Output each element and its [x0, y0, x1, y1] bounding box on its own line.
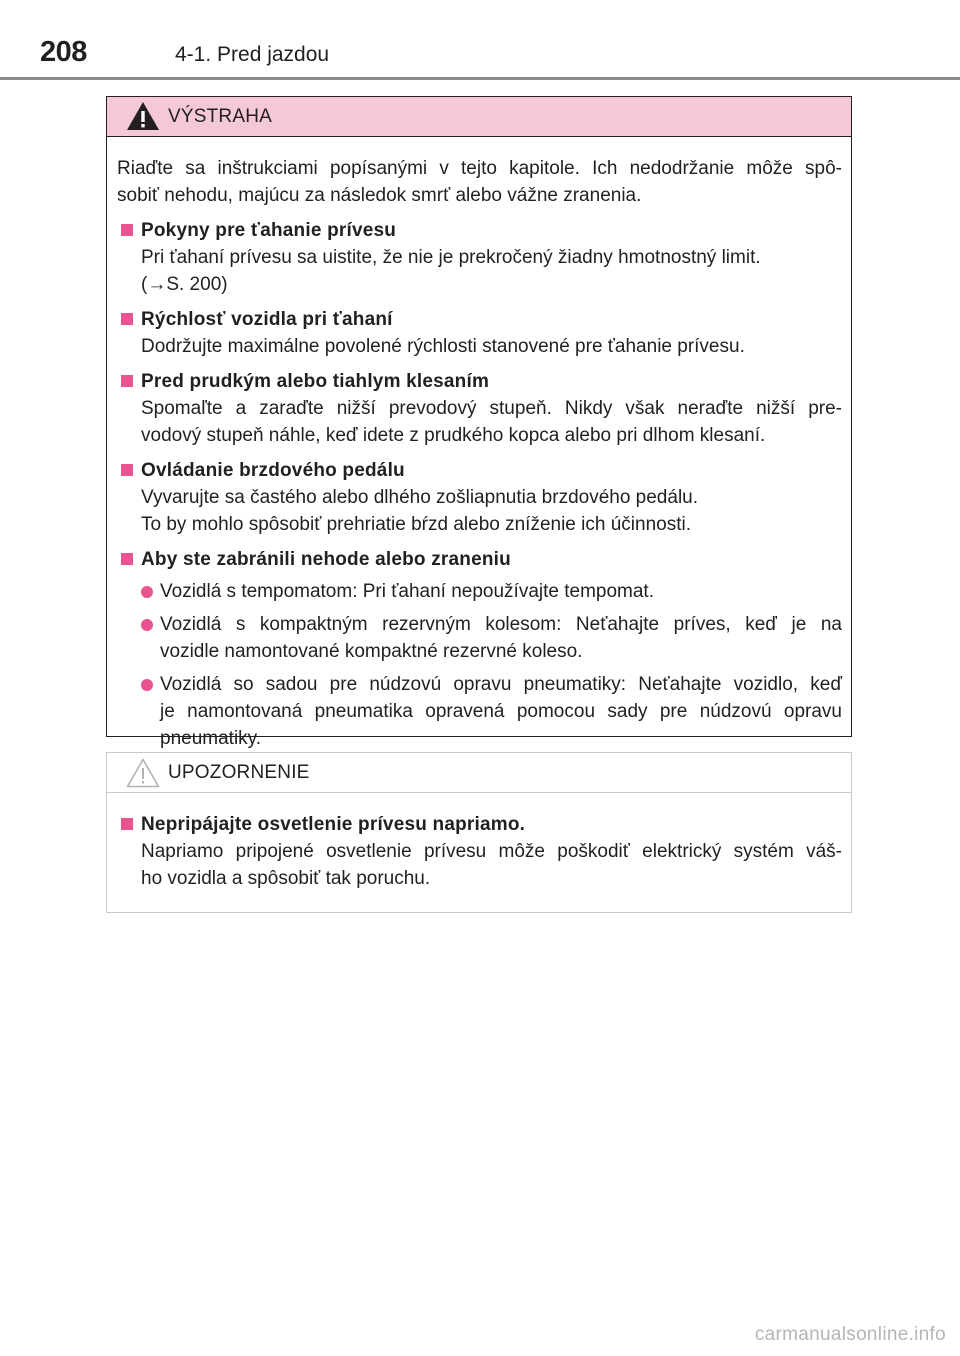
topic-heading-text: Pred prudkým alebo tiahlym klesaním — [141, 371, 490, 392]
intro-line: Riaďte sa inštrukciami popísanými v tejto kapitole. Ich nedodržanie môže spô- — [117, 158, 842, 179]
list-item — [117, 611, 842, 665]
topic-text — [117, 333, 842, 360]
topic-line: (→S. 200) — [141, 274, 228, 295]
topic-text — [117, 244, 842, 298]
item-line: Vozidlá so sadou pre núdzovú opravu pneumatiky: Neťahajte vozidlo, keď — [160, 674, 842, 695]
topic-heading-text: Rýchlosť vozidla pri ťahaní — [141, 309, 393, 330]
topic-line: Vyvarujte sa častého alebo dlhého zošliapnutia brzdového pedálu. — [141, 487, 699, 508]
warning-body — [107, 137, 851, 752]
warning-intro — [117, 155, 842, 209]
warning-box — [106, 96, 852, 749]
square-bullet-icon — [121, 224, 133, 236]
section-title: 4-1. Pred jazdou — [175, 43, 330, 66]
topic-trailer-lights — [117, 811, 842, 892]
topic-brake-pedal — [117, 457, 842, 538]
caution-box — [106, 752, 852, 913]
square-bullet-icon — [121, 375, 133, 387]
topic-heading — [117, 811, 842, 838]
topic-avoid-accident — [117, 546, 842, 752]
item-line: pneumatiky. — [160, 728, 262, 749]
page-number: 208 — [40, 36, 87, 68]
caution-body — [107, 793, 851, 892]
topic-heading-text: Aby ste zabránili nehode alebo zraneniu — [141, 549, 511, 570]
topic-line: vodový stupeň náhle, keď idete z prudkého kopca alebo pri dlhom klesaní. — [141, 425, 766, 446]
circle-bullet-icon — [141, 619, 153, 631]
topic-text — [117, 484, 842, 538]
item-line: vozidle namontované kompaktné rezervné koleso. — [160, 641, 583, 662]
topic-line: Dodržujte maximálne povolené rýchlosti stanovené pre ťahanie prívesu. — [141, 336, 745, 357]
intro-line: sobiť nehodu, majúcu za následok smrť alebo vážne zranenia. — [117, 185, 642, 206]
circle-bullet-icon — [141, 586, 153, 598]
square-bullet-icon — [121, 553, 133, 565]
topic-heading-text: Nepripájajte osvetlenie prívesu napriamo. — [141, 814, 526, 835]
caution-header — [107, 753, 851, 793]
topic-heading — [117, 457, 842, 484]
header-rule — [0, 77, 960, 80]
item-line: Vozidlá s tempomatom: Pri ťahaní nepoužívajte tempomat. — [160, 581, 654, 602]
list-item — [117, 671, 842, 752]
item-line: Vozidlá s kompaktným rezervným kolesom: Neťahajte príves, keď je na — [160, 614, 842, 635]
item-line: je namontovaná pneumatika opravená pomocou sady pre núdzovú opravu — [160, 701, 842, 722]
topic-text — [117, 838, 842, 892]
warning-triangle-icon — [125, 100, 161, 132]
topic-towing-speed — [117, 306, 842, 360]
list-item — [117, 578, 842, 605]
page-header — [0, 0, 960, 80]
topic-heading — [117, 217, 842, 244]
warning-title: VÝSTRAHA — [168, 106, 273, 127]
warning-header — [107, 97, 851, 137]
topic-line: ho vozidla a spôsobiť tak poruchu. — [141, 868, 431, 889]
caution-triangle-icon — [125, 757, 161, 789]
topic-heading — [117, 368, 842, 395]
square-bullet-icon — [121, 464, 133, 476]
circle-bullet-icon — [141, 679, 153, 691]
topic-line: Napriamo pripojené osvetlenie prívesu môže poškodiť elektrický systém váš- — [141, 841, 842, 862]
topic-text — [117, 395, 842, 449]
topic-line: To by mohlo spôsobiť prehriatie bŕzd alebo zníženie ich účinnosti. — [141, 514, 691, 535]
topic-line: Pri ťahaní prívesu sa uistite, že nie je prekročený žiadny hmotnostný limit. — [141, 247, 761, 268]
topic-heading — [117, 546, 842, 573]
square-bullet-icon — [121, 313, 133, 325]
topic-downhill — [117, 368, 842, 449]
watermark: carmanualsonline.info — [754, 1324, 946, 1345]
caution-title: UPOZORNENIE — [168, 762, 310, 783]
topic-heading — [117, 306, 842, 333]
topic-towing-instructions — [117, 217, 842, 298]
topic-line: Spomaľte a zaraďte nižší prevodový stupeň. Nikdy však neraďte nižší pre- — [141, 398, 842, 419]
topic-heading-text: Pokyny pre ťahanie prívesu — [141, 220, 397, 241]
square-bullet-icon — [121, 818, 133, 830]
topic-heading-text: Ovládanie brzdového pedálu — [141, 460, 405, 481]
